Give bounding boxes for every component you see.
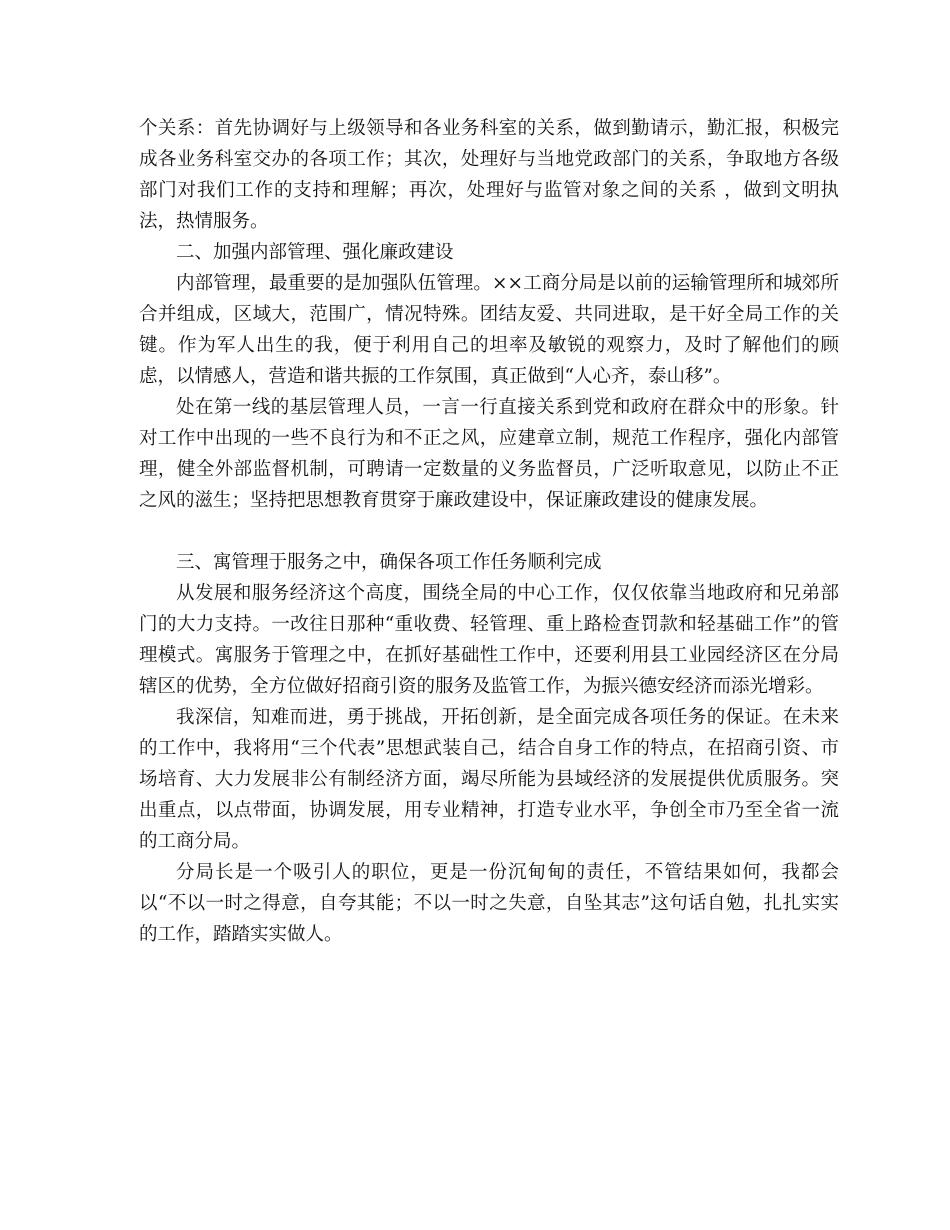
paragraph-internal-management: 内部管理，最重要的是加强队伍管理。××工商分局是以前的运输管理所和城郊所合并组成，区域大，范围广，情况特殊。团结友爱、共同进取，是干好全局工作的关键。作为军人出生的我，便于利用自己的坦率及敏锐的观察力，及时了解他们的顾虑，以情感人，营造和谐共振的工作氛围，真正做到“人心齐，泰山移”。 xyxy=(139,273,839,387)
section-heading-3: 三、寓管理于服务之中，确保各项工作任务顺利完成 xyxy=(176,552,602,573)
paragraph-closing: 分局长是一个吸引人的职位，更是一份沉甸甸的责任，不管结果如何，我都会以“不以一时之得意，自夸其能；不以一时之失意，自坠其志”这句话自勉，扎扎实实的工作，踏踏实实做人。 xyxy=(139,862,839,945)
document-body xyxy=(139,113,839,950)
paragraph-confidence: 我深信，知难而进，勇于挑战，开拓创新，是全面完成各项任务的保证。在未来的工作中，我将用“三个代表”思想武装自己，结合自身工作的特点，在招商引资、市场培育、大力发展非公有制经济方面，竭尽所能为县域经济的发展提供优质服务。突出重点，以点带面，协调发展，用专业精神，打造专业水平，争创全市乃至全省一流的工商分局。 xyxy=(139,707,839,852)
section-heading-2: 二、加强内部管理、强化廉政建设 xyxy=(176,242,454,263)
paragraph-frontline-staff: 处在第一线的基层管理人员，一言一行直接关系到党和政府在群众中的形象。针对工作中出现的一些不良行为和不正之风，应建章立制，规范工作程序，强化内部管理，健全外部监督机制，可聘请一定数量的义务监督员，广泛听取意见，以防止不正之风的滋生；坚持把思想教育贯穿于廉政建设中，保证廉政建设的健康发展。 xyxy=(139,397,839,511)
paragraph-service-economy: 从发展和服务经济这个高度，围绕全局的中心工作，仅仅依靠当地政府和兄弟部门的大力支持。一改往日那种“重收费、轻管理、重上路检查罚款和轻基础工作”的管理模式。寓服务于管理之中，在抓好基础性工作中，还要利用县工业园经济区在分局辖区的优势，全方位做好招商引资的服务及监管工作，为振兴德安经济而添光增彩。 xyxy=(139,583,839,697)
blank-line xyxy=(139,516,839,547)
paragraph-relations: 个关系：首先协调好与上级领导和各业务科室的关系，做到勤请示，勤汇报，积极完成各业务科室交办的各项工作；其次，处理好与当地党政部门的关系，争取地方各级部门对我们工作的支持和理解；再次，处理好与监管对象之间的关系 ，做到文明执法，热情服务。 xyxy=(139,118,839,232)
